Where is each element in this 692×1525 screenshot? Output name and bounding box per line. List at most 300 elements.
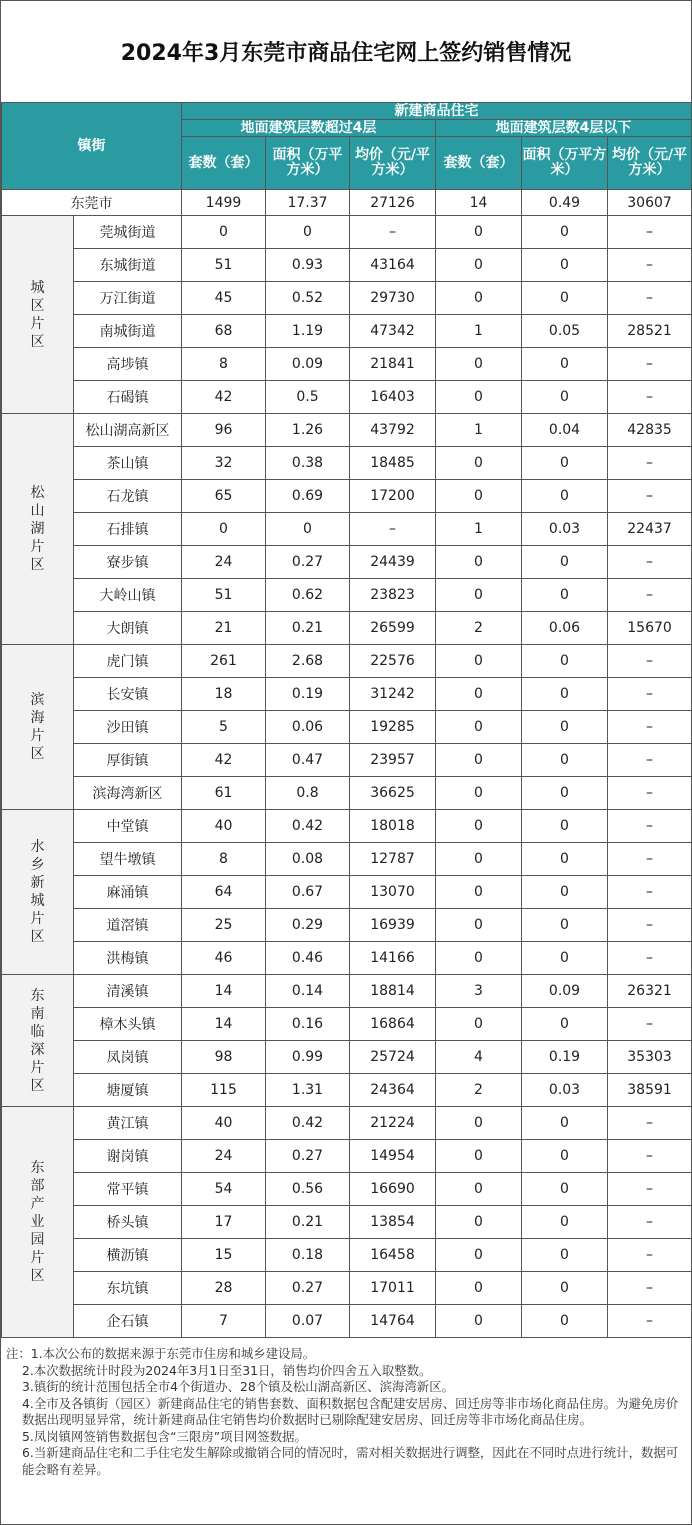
a-price-cell: 16864	[350, 1008, 436, 1041]
a-units-cell: 17	[182, 1206, 266, 1239]
region-cell	[2, 645, 74, 810]
a-area-cell: 1.19	[266, 315, 350, 348]
a-area-cell: 0.06	[266, 711, 350, 744]
a-price-cell: 13070	[350, 876, 436, 909]
b-units-cell: 0	[436, 1008, 522, 1041]
a-units-cell: 51	[182, 579, 266, 612]
region-label: 滨海片区	[30, 692, 45, 762]
b-units-cell: 0	[436, 579, 522, 612]
b-units-cell: 0	[436, 249, 522, 282]
note-1: 注：1.本次公布的数据来源于东莞市住房和城乡建设局。	[6, 1346, 316, 1361]
town-name-cell: 石排镇	[74, 513, 182, 546]
a-area-cell: 1.31	[266, 1074, 350, 1107]
b-units-cell: 1	[436, 315, 522, 348]
town-name-cell: 东坑镇	[74, 1272, 182, 1305]
a-units-cell: 8	[182, 348, 266, 381]
a-area-cell: 0.19	[266, 678, 350, 711]
a-area-cell: 0.62	[266, 579, 350, 612]
table-row	[2, 348, 692, 381]
header-area-a: 面积（万平方米）	[266, 137, 350, 190]
a-price-cell: 17200	[350, 480, 436, 513]
b-units-cell: 0	[436, 909, 522, 942]
a-units-cell: 14	[182, 975, 266, 1008]
b-units-cell: 0	[436, 381, 522, 414]
header-price-a: 均价（元/平方米）	[350, 137, 436, 190]
a-area-cell: 0.14	[266, 975, 350, 1008]
city-a-area: 17.37	[266, 190, 350, 216]
a-units-cell: 24	[182, 1140, 266, 1173]
b-area-cell: 0	[522, 744, 608, 777]
a-area-cell: 0.16	[266, 1008, 350, 1041]
b-units-cell: 0	[436, 447, 522, 480]
header-units-a: 套数（套）	[182, 137, 266, 190]
b-units-cell: 0	[436, 678, 522, 711]
b-price-cell: –	[608, 645, 692, 678]
table-row	[2, 1041, 692, 1074]
b-price-cell: –	[608, 249, 692, 282]
table-row	[2, 1239, 692, 1272]
b-area-cell: 0	[522, 909, 608, 942]
a-units-cell: 18	[182, 678, 266, 711]
a-price-cell: 24364	[350, 1074, 436, 1107]
a-area-cell: 0.38	[266, 447, 350, 480]
b-area-cell: 0	[522, 1107, 608, 1140]
b-price-cell: 28521	[608, 315, 692, 348]
a-area-cell: 0	[266, 216, 350, 249]
b-units-cell: 0	[436, 744, 522, 777]
a-area-cell: 0.21	[266, 612, 350, 645]
city-b-price: 30607	[608, 190, 692, 216]
note-6: 6.当新建商品住宅和二手住宅发生解除或撤销合同的情况时，需对相关数据进行调整，因此在不同时点进行统计，数据可能会略有差异。	[22, 1445, 679, 1477]
header-units-b: 套数（套）	[436, 137, 522, 190]
a-units-cell: 8	[182, 843, 266, 876]
town-name-cell: 黄江镇	[74, 1107, 182, 1140]
a-price-cell: 14954	[350, 1140, 436, 1173]
b-area-cell: 0	[522, 1206, 608, 1239]
a-area-cell: 0.27	[266, 1140, 350, 1173]
a-price-cell: 24439	[350, 546, 436, 579]
town-name-cell: 厚街镇	[74, 744, 182, 777]
b-units-cell: 3	[436, 975, 522, 1008]
a-price-cell: 18018	[350, 810, 436, 843]
a-units-cell: 65	[182, 480, 266, 513]
b-units-cell: 0	[436, 1239, 522, 1272]
a-area-cell: 0.27	[266, 1272, 350, 1305]
a-price-cell: 21841	[350, 348, 436, 381]
region-cell	[2, 414, 74, 645]
region-cell	[2, 216, 74, 414]
b-units-cell: 1	[436, 414, 522, 447]
a-units-cell: 32	[182, 447, 266, 480]
a-units-cell: 51	[182, 249, 266, 282]
table-row	[2, 678, 692, 711]
town-name-cell: 石龙镇	[74, 480, 182, 513]
b-area-cell: 0	[522, 546, 608, 579]
a-area-cell: 0.09	[266, 348, 350, 381]
b-area-cell: 0	[522, 381, 608, 414]
b-price-cell: 38591	[608, 1074, 692, 1107]
a-units-cell: 25	[182, 909, 266, 942]
a-price-cell: 26599	[350, 612, 436, 645]
region-label: 水乡新城片区	[30, 839, 45, 945]
city-a-units: 1499	[182, 190, 266, 216]
b-units-cell: 0	[436, 1140, 522, 1173]
b-area-cell: 0	[522, 1173, 608, 1206]
town-name-cell: 凤岗镇	[74, 1041, 182, 1074]
a-price-cell: 23957	[350, 744, 436, 777]
town-name-cell: 常平镇	[74, 1173, 182, 1206]
b-area-cell: 0	[522, 282, 608, 315]
a-units-cell: 21	[182, 612, 266, 645]
town-name-cell: 大岭山镇	[74, 579, 182, 612]
a-area-cell: 0.18	[266, 1239, 350, 1272]
a-units-cell: 14	[182, 1008, 266, 1041]
b-units-cell: 0	[436, 216, 522, 249]
b-units-cell: 0	[436, 1272, 522, 1305]
a-price-cell: 36625	[350, 777, 436, 810]
a-units-cell: 61	[182, 777, 266, 810]
a-units-cell: 40	[182, 1107, 266, 1140]
a-units-cell: 54	[182, 1173, 266, 1206]
a-price-cell: 19285	[350, 711, 436, 744]
town-name-cell: 长安镇	[74, 678, 182, 711]
a-price-cell: 16939	[350, 909, 436, 942]
a-area-cell: 0.46	[266, 942, 350, 975]
b-area-cell: 0	[522, 876, 608, 909]
a-price-cell: 43164	[350, 249, 436, 282]
a-units-cell: 24	[182, 546, 266, 579]
b-area-cell: 0.03	[522, 1074, 608, 1107]
b-units-cell: 0	[436, 777, 522, 810]
a-price-cell: 25724	[350, 1041, 436, 1074]
note-4: 4.全市及各镇街（园区）新建商品住宅的销售套数、面积数据包含配建安居房、回迁房等非市场化商品住房。为避免房价数据出现明显异常，统计新建商品住宅销售均价数据时已剔除配建安居房、回迁房等非市场化商品住房。	[22, 1395, 679, 1427]
town-name-cell: 麻涌镇	[74, 876, 182, 909]
a-price-cell: 16690	[350, 1173, 436, 1206]
b-units-cell: 0	[436, 546, 522, 579]
b-area-cell: 0	[522, 1008, 608, 1041]
b-area-cell: 0	[522, 249, 608, 282]
a-units-cell: 0	[182, 513, 266, 546]
a-price-cell: –	[350, 513, 436, 546]
page-title: 2024年3月东莞市商品住宅网上签约销售情况	[120, 41, 572, 66]
b-area-cell: 0	[522, 810, 608, 843]
table-row	[2, 414, 692, 447]
b-price-cell: –	[608, 1140, 692, 1173]
b-units-cell: 0	[436, 1107, 522, 1140]
a-price-cell: 29730	[350, 282, 436, 315]
table-row	[2, 942, 692, 975]
b-area-cell: 0.06	[522, 612, 608, 645]
table-row	[2, 1008, 692, 1041]
b-price-cell: –	[608, 381, 692, 414]
b-area-cell: 0.09	[522, 975, 608, 1008]
a-units-cell: 42	[182, 744, 266, 777]
b-area-cell: 0.19	[522, 1041, 608, 1074]
a-area-cell: 0.8	[266, 777, 350, 810]
b-price-cell: –	[608, 1008, 692, 1041]
a-units-cell: 45	[182, 282, 266, 315]
b-price-cell: –	[608, 1173, 692, 1206]
a-area-cell: 0	[266, 513, 350, 546]
a-area-cell: 0.08	[266, 843, 350, 876]
b-price-cell: –	[608, 216, 692, 249]
b-price-cell: 22437	[608, 513, 692, 546]
town-name-cell: 东城街道	[74, 249, 182, 282]
table-row	[2, 1107, 692, 1140]
a-price-cell: 14166	[350, 942, 436, 975]
a-price-cell: 18485	[350, 447, 436, 480]
a-units-cell: 46	[182, 942, 266, 975]
b-units-cell: 0	[436, 876, 522, 909]
a-area-cell: 0.56	[266, 1173, 350, 1206]
b-price-cell: –	[608, 579, 692, 612]
b-units-cell: 0	[436, 348, 522, 381]
a-area-cell: 0.69	[266, 480, 350, 513]
b-price-cell: –	[608, 1107, 692, 1140]
region-label: 东部产业园片区	[30, 1160, 45, 1284]
a-price-cell: 21224	[350, 1107, 436, 1140]
town-name-cell: 高埗镇	[74, 348, 182, 381]
table-row	[2, 975, 692, 1008]
a-area-cell: 1.26	[266, 414, 350, 447]
b-area-cell: 0	[522, 579, 608, 612]
a-area-cell: 0.07	[266, 1305, 350, 1338]
b-area-cell: 0	[522, 942, 608, 975]
city-b-units: 14	[436, 190, 522, 216]
b-area-cell: 0	[522, 1239, 608, 1272]
header-district: 镇街	[2, 103, 182, 190]
town-name-cell: 寮步镇	[74, 546, 182, 579]
b-area-cell: 0	[522, 1140, 608, 1173]
a-price-cell: 16458	[350, 1239, 436, 1272]
table-row	[2, 1272, 692, 1305]
note-2: 2.本次数据统计时段为2024年3月1日至31日，销售均价四舍五入取整数。	[22, 1362, 432, 1378]
town-name-cell: 沙田镇	[74, 711, 182, 744]
b-units-cell: 1	[436, 513, 522, 546]
b-price-cell: –	[608, 843, 692, 876]
b-area-cell: 0	[522, 843, 608, 876]
town-name-cell: 桥头镇	[74, 1206, 182, 1239]
a-area-cell: 0.52	[266, 282, 350, 315]
footnotes	[1, 1344, 691, 1480]
b-price-cell: –	[608, 678, 692, 711]
a-price-cell: –	[350, 216, 436, 249]
b-units-cell: 4	[436, 1041, 522, 1074]
a-price-cell: 43792	[350, 414, 436, 447]
a-area-cell: 0.5	[266, 381, 350, 414]
region-cell	[2, 1107, 74, 1338]
b-units-cell: 0	[436, 843, 522, 876]
b-price-cell: 35303	[608, 1041, 692, 1074]
city-name: 东莞市	[2, 190, 182, 216]
table-row	[2, 447, 692, 480]
table-row	[2, 513, 692, 546]
a-units-cell: 261	[182, 645, 266, 678]
town-name-cell: 樟木头镇	[74, 1008, 182, 1041]
town-name-cell: 虎门镇	[74, 645, 182, 678]
town-name-cell: 企石镇	[74, 1305, 182, 1338]
sales-table	[1, 102, 692, 1338]
b-area-cell: 0	[522, 1272, 608, 1305]
header-area-b: 面积（万平方米）	[522, 137, 608, 190]
town-name-cell: 望牛墩镇	[74, 843, 182, 876]
a-area-cell: 0.27	[266, 546, 350, 579]
b-units-cell: 0	[436, 282, 522, 315]
town-name-cell: 清溪镇	[74, 975, 182, 1008]
b-price-cell: –	[608, 546, 692, 579]
b-units-cell: 0	[436, 480, 522, 513]
table-row	[2, 711, 692, 744]
a-area-cell: 0.21	[266, 1206, 350, 1239]
b-price-cell: –	[608, 711, 692, 744]
b-area-cell: 0	[522, 447, 608, 480]
b-price-cell: –	[608, 1305, 692, 1338]
b-area-cell: 0	[522, 711, 608, 744]
b-area-cell: 0.04	[522, 414, 608, 447]
a-units-cell: 0	[182, 216, 266, 249]
a-area-cell: 0.67	[266, 876, 350, 909]
a-price-cell: 13854	[350, 1206, 436, 1239]
table-row	[2, 612, 692, 645]
table-row	[2, 480, 692, 513]
b-area-cell: 0.03	[522, 513, 608, 546]
a-price-cell: 16403	[350, 381, 436, 414]
table-row	[2, 249, 692, 282]
town-name-cell: 万江街道	[74, 282, 182, 315]
b-price-cell: 42835	[608, 414, 692, 447]
town-name-cell: 莞城街道	[74, 216, 182, 249]
table-row	[2, 777, 692, 810]
a-price-cell: 47342	[350, 315, 436, 348]
a-price-cell: 31242	[350, 678, 436, 711]
note-3: 3.镇街的统计范围包括全市4个街道办、28个镇及松山湖高新区、滨海湾新区。	[22, 1379, 454, 1394]
region-label: 东南临深片区	[30, 987, 45, 1094]
table-row	[2, 381, 692, 414]
header-below4: 地面建筑层数4层以下	[436, 120, 692, 137]
note-5: 5.凤岗镇网签销售数据包含“三限房”项目网签数据。	[22, 1428, 307, 1444]
b-price-cell: –	[608, 480, 692, 513]
a-units-cell: 68	[182, 315, 266, 348]
a-area-cell: 0.42	[266, 810, 350, 843]
a-units-cell: 115	[182, 1074, 266, 1107]
town-name-cell: 洪梅镇	[74, 942, 182, 975]
a-area-cell: 0.99	[266, 1041, 350, 1074]
a-area-cell: 0.47	[266, 744, 350, 777]
b-price-cell: –	[608, 1272, 692, 1305]
table-row	[2, 546, 692, 579]
b-price-cell: –	[608, 777, 692, 810]
region-label: 松山湖片区	[30, 485, 45, 573]
a-price-cell: 18814	[350, 975, 436, 1008]
table-row	[2, 1140, 692, 1173]
town-name-cell: 大朗镇	[74, 612, 182, 645]
town-name-cell: 中堂镇	[74, 810, 182, 843]
table-row	[2, 282, 692, 315]
a-price-cell: 14764	[350, 1305, 436, 1338]
a-units-cell: 15	[182, 1239, 266, 1272]
b-units-cell: 0	[436, 1206, 522, 1239]
b-area-cell: 0	[522, 678, 608, 711]
a-units-cell: 7	[182, 1305, 266, 1338]
b-price-cell: –	[608, 1206, 692, 1239]
b-price-cell: 26321	[608, 975, 692, 1008]
table-row	[2, 810, 692, 843]
town-name-cell: 塘厦镇	[74, 1074, 182, 1107]
table-row	[2, 315, 692, 348]
town-name-cell: 石碣镇	[74, 381, 182, 414]
a-price-cell: 22576	[350, 645, 436, 678]
table-row	[2, 216, 692, 249]
table-row	[2, 645, 692, 678]
b-units-cell: 2	[436, 612, 522, 645]
a-price-cell: 23823	[350, 579, 436, 612]
b-price-cell: –	[608, 876, 692, 909]
town-name-cell: 谢岗镇	[74, 1140, 182, 1173]
town-name-cell: 滨海湾新区	[74, 777, 182, 810]
a-units-cell: 64	[182, 876, 266, 909]
b-area-cell: 0	[522, 777, 608, 810]
region-cell	[2, 975, 74, 1107]
town-name-cell: 道滘镇	[74, 909, 182, 942]
table-row	[2, 1305, 692, 1338]
city-a-price: 27126	[350, 190, 436, 216]
region-cell	[2, 810, 74, 975]
b-area-cell: 0	[522, 216, 608, 249]
table-row	[2, 579, 692, 612]
b-units-cell: 0	[436, 645, 522, 678]
header-group: 新建商品住宅	[182, 103, 692, 120]
b-price-cell: –	[608, 1239, 692, 1272]
a-area-cell: 0.29	[266, 909, 350, 942]
town-name-cell: 南城街道	[74, 315, 182, 348]
b-area-cell: 0	[522, 645, 608, 678]
b-price-cell: –	[608, 909, 692, 942]
a-price-cell: 12787	[350, 843, 436, 876]
b-units-cell: 0	[436, 711, 522, 744]
city-b-area: 0.49	[522, 190, 608, 216]
b-area-cell: 0	[522, 1305, 608, 1338]
b-price-cell: –	[608, 447, 692, 480]
a-area-cell: 0.42	[266, 1107, 350, 1140]
a-units-cell: 28	[182, 1272, 266, 1305]
town-name-cell: 横沥镇	[74, 1239, 182, 1272]
table-row	[2, 1206, 692, 1239]
table-row	[2, 1173, 692, 1206]
b-units-cell: 0	[436, 1305, 522, 1338]
b-area-cell: 0	[522, 348, 608, 381]
table-row	[2, 909, 692, 942]
b-price-cell: –	[608, 282, 692, 315]
town-name-cell: 松山湖高新区	[74, 414, 182, 447]
b-area-cell: 0	[522, 480, 608, 513]
b-units-cell: 0	[436, 810, 522, 843]
city-total-row	[2, 190, 692, 216]
table-row	[2, 1074, 692, 1107]
a-area-cell: 0.93	[266, 249, 350, 282]
table-row	[2, 876, 692, 909]
header-price-b: 均价（元/平方米）	[608, 137, 692, 190]
b-price-cell: –	[608, 744, 692, 777]
b-price-cell: –	[608, 810, 692, 843]
a-units-cell: 96	[182, 414, 266, 447]
a-area-cell: 2.68	[266, 645, 350, 678]
b-units-cell: 2	[436, 1074, 522, 1107]
header-above4: 地面建筑层数超过4层	[182, 120, 436, 137]
region-label: 城区片区	[30, 279, 45, 350]
a-units-cell: 40	[182, 810, 266, 843]
b-area-cell: 0.05	[522, 315, 608, 348]
b-units-cell: 0	[436, 1173, 522, 1206]
